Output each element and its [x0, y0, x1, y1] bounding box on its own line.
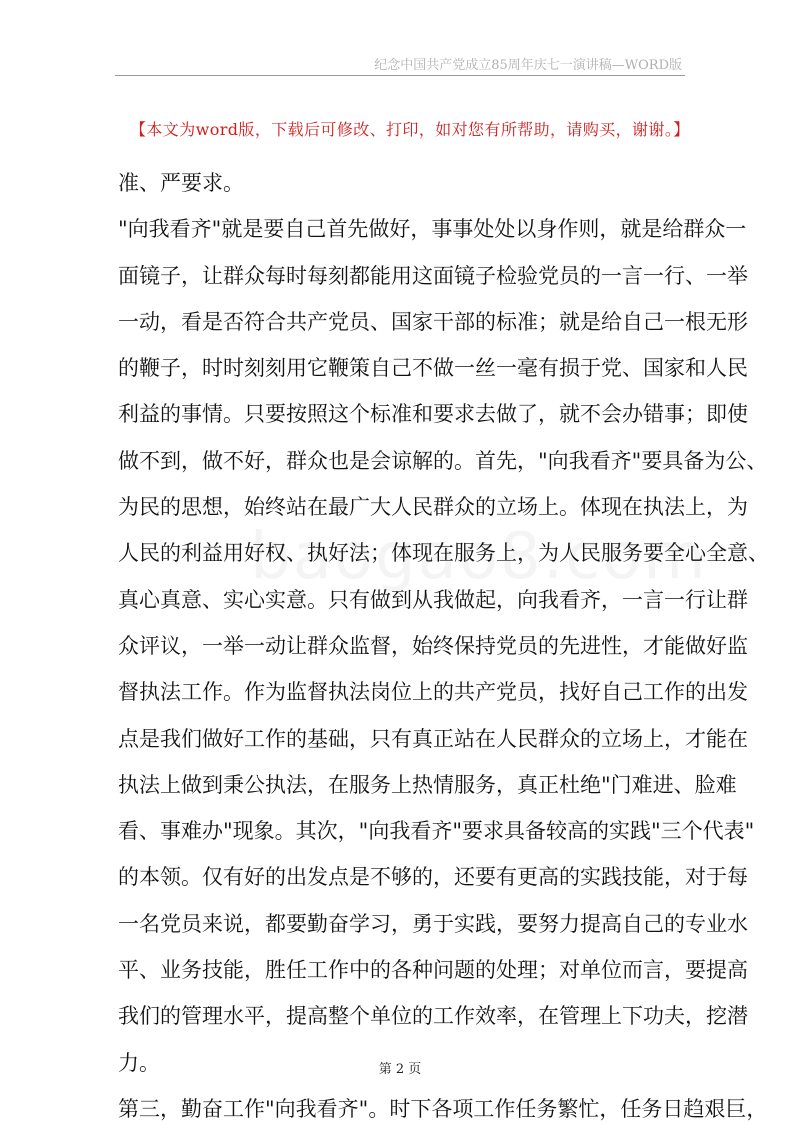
document-body [118, 160, 769, 1132]
paragraph-line: 真心真意、实心实意。只有做到从我做起，向我看齐，一言一行让群 [118, 587, 748, 612]
paragraph-line: 执法上做到秉公执法，在服务上热情服务，真正杜绝"门难进、脸难 [118, 772, 737, 797]
paragraph-line: 看、事难办"现象。其次，"向我看齐"要求具备较高的实践"三个代表" [118, 819, 755, 844]
paragraph-line: 准、严要求。 [118, 171, 244, 195]
paragraph-line: 一动，看是否符合共产党员、国家干部的标准；就是给自己一根无形 [118, 309, 748, 334]
paragraph-line: 的本领。仅有好的出发点是不够的，还要有更高的实践技能，对于每 [118, 865, 748, 890]
paragraph-line: 众评议，一举一动让群众监督，始终保持党员的先进性，才能做好监 [118, 633, 748, 658]
paragraph-line: 一名党员来说，都要勤奋学习，勇于实践，要努力提高自己的专业水 [118, 911, 748, 936]
paragraph-line: 为民的思想，始终站在最广大人民群众的立场上。体现在执法上，为 [118, 495, 748, 520]
paragraph-line: 我们的管理水平，提高整个单位的工作效率，在管理上下功夫，挖潜 [118, 1004, 748, 1029]
paragraph-line: 点是我们做好工作的基础，只有真正站在人民群众的立场上，才能在 [118, 726, 748, 751]
paragraph-line: 平、业务技能，胜任工作中的各种问题的处理；对单位而言，要提高 [118, 958, 748, 983]
paragraph-line: "向我看齐"就是要自己首先做好，事事处处以身作则，就是给群众一 [118, 217, 747, 242]
purchase-notice: 【本文为word版，下载后可修改、打印，如对您有所帮助，请购买，谢谢。】 [130, 120, 690, 139]
page-number: 第 2 页 [378, 1062, 422, 1077]
paragraph-line: 利益的事情。只要按照这个标准和要求去做了，就不会办错事；即使 [118, 402, 748, 427]
header-divider [115, 75, 685, 76]
paragraph-line: 的鞭子，时时刻刻用它鞭策自己不做一丝一毫有损于党、国家和人民 [118, 356, 748, 381]
paragraph-line: 人民的利益用好权、执好法；体现在服务上，为人民服务要全心全意、 [118, 541, 769, 566]
paragraph-line: 力。 [118, 1050, 160, 1075]
page-header-title: 纪念中国共产党成立85周年庆七一演讲稿—WORD版 [374, 58, 682, 73]
paragraph-line: 做不到，做不好，群众也是会谅解的。首先，"向我看齐"要具备为公、 [118, 448, 768, 473]
paragraph-line: 督执法工作。作为监督执法岗位上的共产党员，找好自己工作的出发 [118, 680, 748, 705]
paragraph-line: 面镜子，让群众每时每刻都能用这面镜子检验党员的一言一行、一举 [118, 263, 748, 288]
paragraph-line: 第三，勤奋工作"向我看齐"。时下各项工作任务繁忙，任务日趋艰巨， [118, 1096, 768, 1121]
